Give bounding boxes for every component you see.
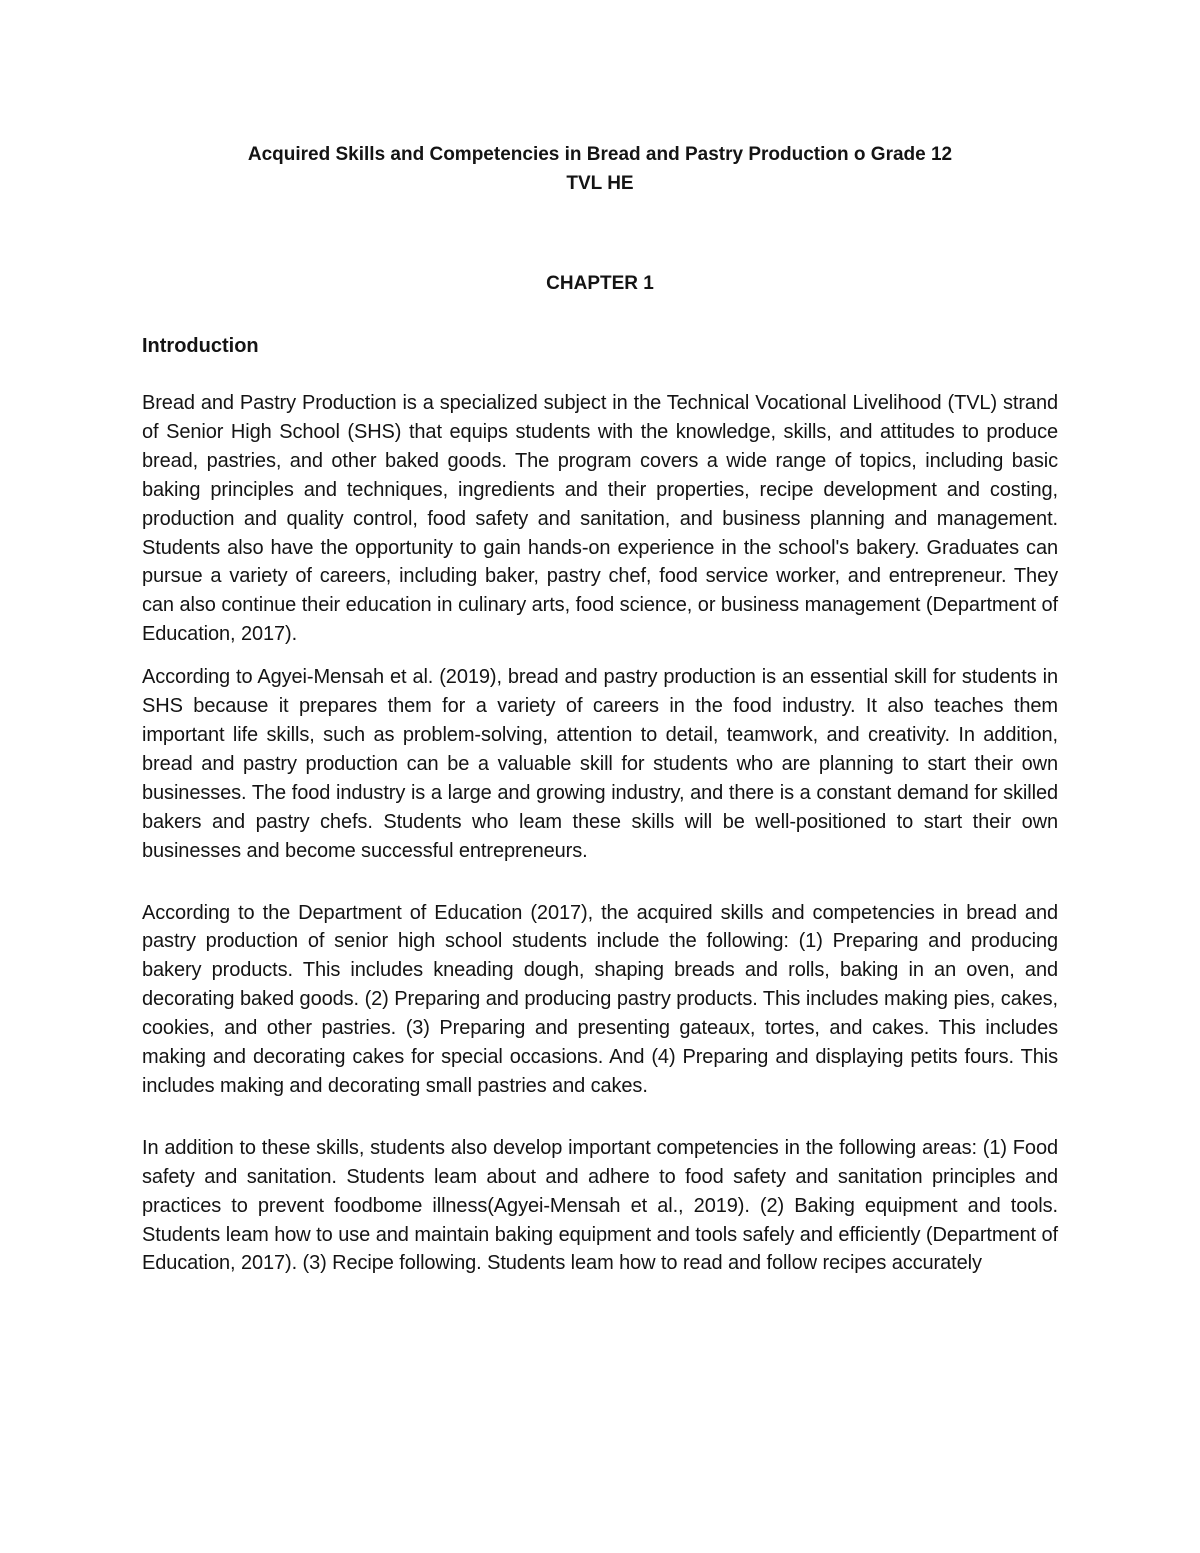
document-page: [142, 140, 1058, 1278]
chapter-heading: CHAPTER 1: [546, 273, 654, 294]
paragraph-1: Bread and Pastry Production is a specialized subject in the Technical Vocational Livelihood (TVL) strand of Senior High School (SHS) that equips students with the knowledge, skills, and attitudes to produce bread, pastries, and other baked goods. The program covers a wide range of topics, including basic baking principles and techniques, ingredients and their properties, recipe development and costing, production and quality control, food safety and sanitation, and business planning and management. Students also have the opportunity to gain hands-on experience in the school's bakery. Graduates can pursue a variety of careers, including baker, pastry chef, food service worker, and entrepreneur. They can also continue their education in culinary arts, food science, or business management (Department of Education, 2017).: [142, 392, 1058, 646]
document-title: [142, 140, 1058, 198]
document-title-line1: Acquired Skills and Competencies in Bread and Pastry Production o Grade 12: [247, 144, 953, 165]
document-title-line2: TVL HE: [566, 173, 634, 194]
section-heading-introduction: Introduction: [142, 335, 259, 357]
paragraph-4: In addition to these skills, students also develop important competencies in the following areas: (1) Food safety and sanitation. Students leam about and adhere to food safety and sanitation principles and practices to prevent foodbome illness(Agyei-Mensah et al., 2019). (2) Baking equipment and tools. Students leam how to use and maintain baking equipment and tools safely and efficiently (Department of Education, 2017). (3) Recipe following. Students leam how to read and follow recipes accurately: [142, 1136, 1058, 1275]
paragraph-2: According to Agyei-Mensah et al. (2019), bread and pastry production is an essential skill for students in SHS because it prepares them for a variety of careers in the food industry. It also teaches them important life skills, such as problem-solving, attention to detail, teamwork, and creativity. In addition, bread and pastry production can be a valuable skill for students who are planning to start their own businesses. The food industry is a large and growing industry, and there is a constant demand for skilled bakers and pastry chefs. Students who leam these skills will be well-positioned to start their own businesses and become successful entrepreneurs.: [142, 666, 1058, 862]
paragraph-3: According to the Department of Education (2017), the acquired skills and competencies in bread and pastry production of senior high school students include the following: (1) Preparing and producing bakery products. This includes kneading dough, shaping breads and rolls, baking in an oven, and decorating baked goods. (2) Preparing and producing pastry products. This includes making pies, cakes, cookies, and other pastries. (3) Preparing and presenting gateaux, tortes, and cakes. This includes making and decorating cakes for special occasions. And (4) Preparing and displaying petits fours. This includes making and decorating small pastries and cakes.: [142, 901, 1058, 1097]
